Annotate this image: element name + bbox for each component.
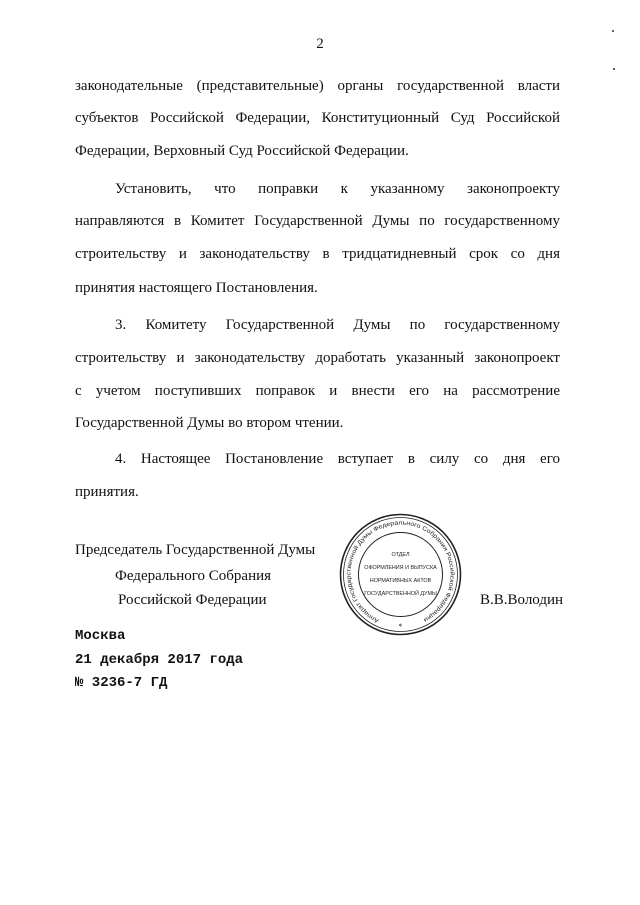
date: 21 декабря 2017 года [75, 652, 244, 668]
page-number: 2 [316, 36, 324, 52]
official-stamp [338, 512, 463, 637]
text-line: Установить, что поправки к указанному законопроекту [115, 181, 560, 197]
signatory-title: Федерального Собрания [115, 568, 272, 584]
scan-speck [612, 30, 614, 32]
text-line: принятия. [75, 484, 139, 500]
stamp-ring-text: Аппарат Государственной Думы Федерального Собрания Российской Федерации [346, 520, 455, 624]
text-line: субъектов Российской Федерации, Конституционный Суд Российской [75, 110, 560, 126]
text-line: строительству и законодательству доработать указанный законопроект [75, 350, 560, 366]
signatory-title: Российской Федерации [118, 592, 267, 608]
text-line: 3. Комитету Государственной Думы по государственному [115, 317, 560, 333]
stamp-star-icon: * [398, 622, 403, 631]
stamp-center-line: ГОСУДАРСТВЕННОЙ ДУМЫ [364, 591, 437, 597]
text-line: 4. Настоящее Постановление вступает в силу со дня его [115, 451, 560, 467]
stamp-center-line: ОТДЕЛ [391, 552, 410, 558]
stamp-center-line: НОРМАТИВНЫХ АКТОВ [369, 578, 432, 584]
scan-speck [613, 68, 615, 70]
city: Москва [75, 628, 126, 644]
text-line: законодательные (представительные) органы государственной власти [75, 78, 560, 94]
text-line: принятия настоящего Постановления. [75, 280, 318, 296]
document-number: № 3236-7 ГД [75, 675, 168, 691]
text-line: Государственной Думы во втором чтении. [75, 415, 344, 431]
svg-text:Аппарат Государственной Думы Ф [346, 520, 455, 623]
signatory-title: Председатель Государственной Думы [75, 542, 316, 558]
text-line: направляются в Комитет Государственной Думы по государственному [75, 213, 560, 229]
stamp-center-line: ОФОРМЛЕНИЯ И ВЫПУСКА [364, 565, 437, 571]
signatory-name: В.В.Володин [480, 592, 564, 608]
text-line: Федерации, Верховный Суд Российской Федерации. [75, 143, 409, 159]
text-line: с учетом поступивших поправок и внести его на рассмотрение [75, 383, 560, 399]
text-line: строительству и законодательству в тридцатидневный срок со дня [75, 246, 560, 262]
